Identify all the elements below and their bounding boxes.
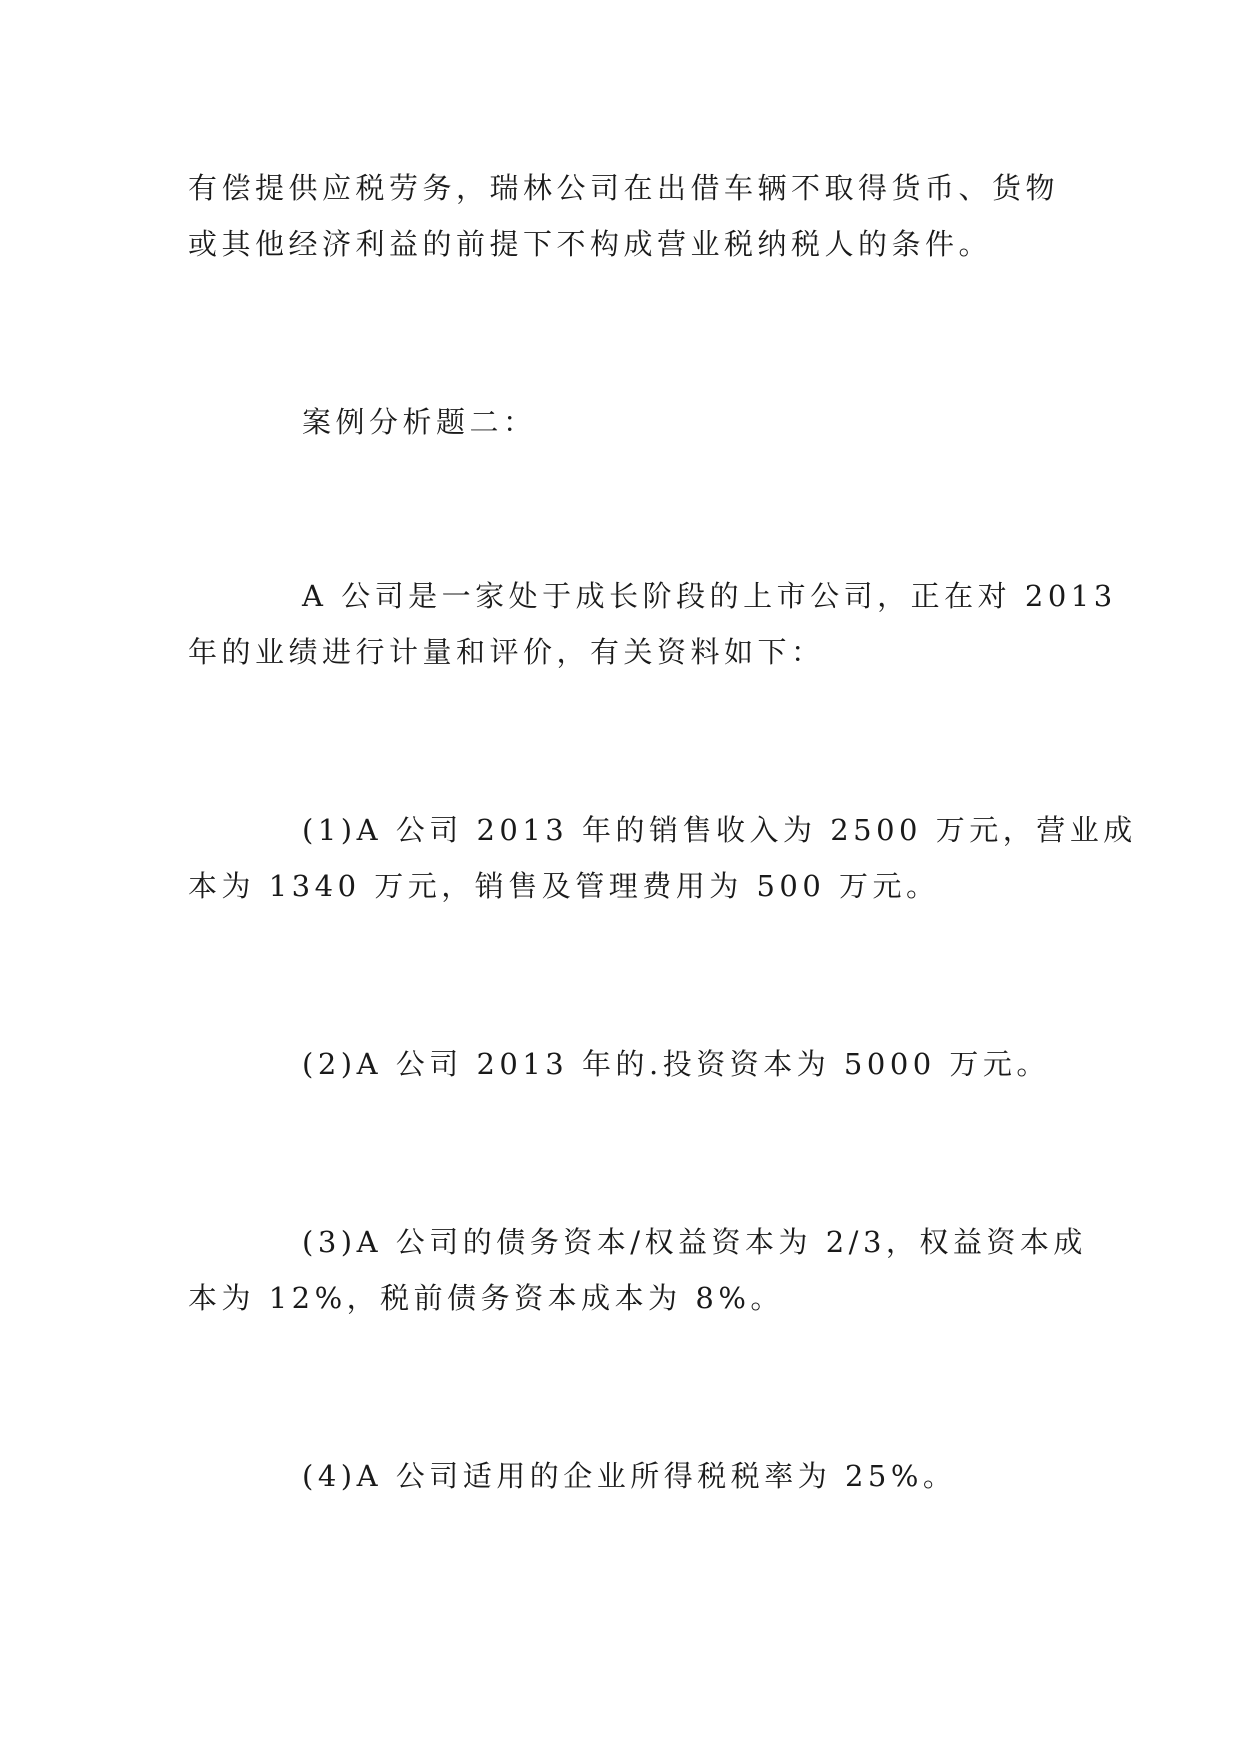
item-4-line: (4)A 公司适用的企业所得税税率为 25%。 [302, 1459, 957, 1493]
intro-line-2: 年的业绩进行计量和评价，有关资料如下： [188, 635, 825, 669]
item-2-line: (2)A 公司 2013 年的.投资资本为 5000 万元。 [302, 1047, 1050, 1081]
intro-line-1: A 公司是一家处于成长阶段的上市公司，正在对 2013 [302, 579, 1117, 613]
paragraph-p1-line-1: 有偿提供应税劳务，瑞林公司在出借车辆不取得货币、货物 [188, 171, 1060, 205]
item-3-line-1: (3)A 公司的债务资本/权益资本为 2/3，权益资本成 [302, 1225, 1087, 1259]
item-3-line-2: 本为 12%，税前债务资本成本为 8%。 [188, 1281, 784, 1315]
paragraph-p1-line-2: 或其他经济利益的前提下不构成营业税纳税人的条件。 [188, 227, 993, 261]
item-1-line-1: (1)A 公司 2013 年的销售收入为 2500 万元，营业成 [302, 813, 1137, 847]
case-heading: 案例分析题二： [302, 405, 537, 439]
item-1-line-2: 本为 1340 万元，销售及管理费用为 500 万元。 [188, 869, 940, 903]
